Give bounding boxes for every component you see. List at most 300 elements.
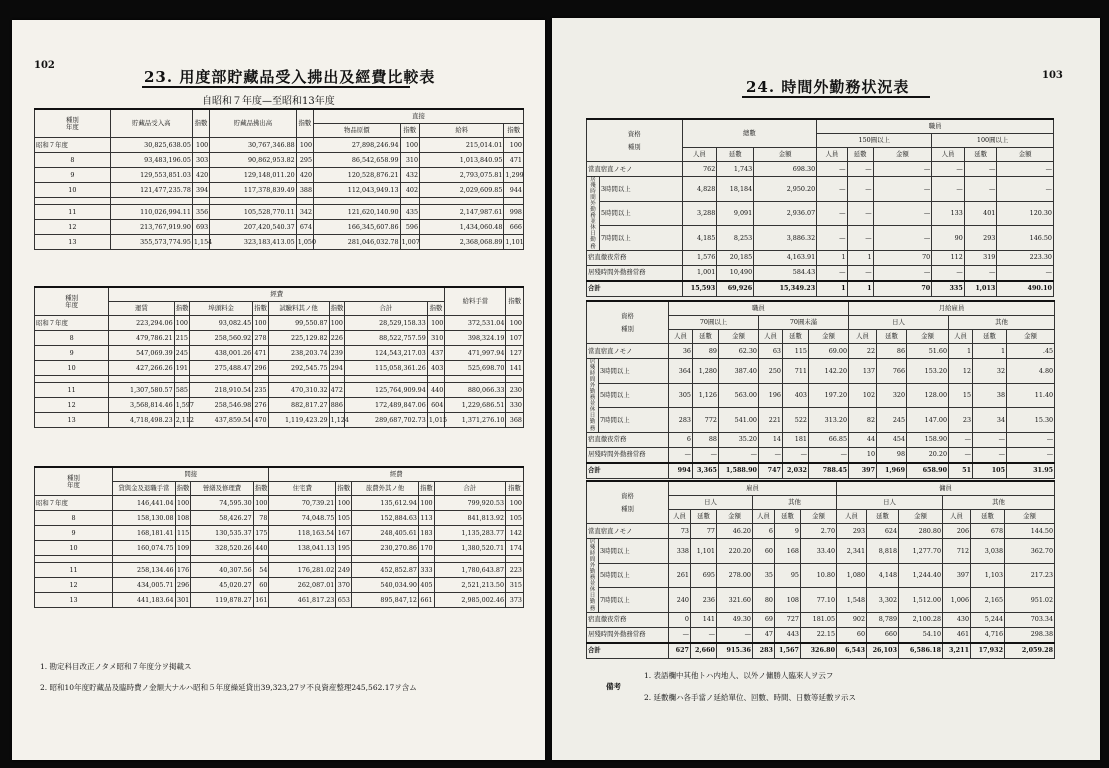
header-salary: 給料: [420, 124, 504, 138]
value-cell: 153.20: [907, 359, 949, 384]
value-cell: 146,441.04: [113, 496, 176, 511]
value-cell: 1,371,276.10: [445, 413, 506, 428]
value-cell: —: [873, 201, 932, 226]
remarks-label: 備考: [606, 682, 621, 691]
year-cell: 11: [35, 383, 109, 398]
year-cell: 9: [35, 168, 111, 183]
value-cell: 98: [877, 447, 907, 463]
value-cell: 15,349.23: [754, 281, 817, 297]
header-japanese: 日人: [849, 316, 949, 330]
value-cell: —: [809, 447, 849, 463]
header-freight: 運賃: [109, 302, 174, 316]
table-row: [35, 361, 524, 376]
value-cell: 115,058,361.26: [344, 361, 427, 376]
value-cell: —: [847, 162, 873, 177]
value-cell: 1,050: [296, 235, 313, 250]
header-index: 指數: [400, 124, 419, 138]
total-row: [587, 281, 1054, 297]
value-cell: 703.34: [1005, 612, 1055, 627]
row-label: 7時間以上: [600, 226, 683, 251]
table-23-part-2-body: [35, 316, 524, 428]
header-salary-allowance: 給料手當: [445, 287, 506, 316]
value-cell: 23: [949, 408, 973, 433]
value-cell: 158.90: [907, 432, 949, 447]
year-cell: 9: [35, 526, 113, 541]
value-cell: 135,612.94: [352, 496, 419, 511]
value-cell: 1: [847, 250, 873, 265]
value-cell: —: [1007, 447, 1055, 463]
value-cell: 4,718,498.23: [109, 413, 174, 428]
value-cell: 88: [693, 432, 719, 447]
table-24-part-1-body: [587, 162, 1054, 297]
header-wharf-fee: 埠頭料金: [189, 302, 252, 316]
value-cell: 278.00: [717, 563, 753, 588]
value-cell: 137: [849, 359, 877, 384]
value-cell: —: [873, 226, 932, 251]
value-cell: 438,001.26: [189, 346, 252, 361]
value-cell: 35: [753, 563, 775, 588]
value-cell: 236: [691, 588, 717, 613]
value-cell: 215,014.01: [420, 138, 504, 153]
value-cell: —: [817, 201, 847, 226]
value-cell: 364: [669, 359, 693, 384]
value-cell: 78: [253, 511, 269, 526]
header-70-yen-under: 70圓未滿: [759, 316, 849, 330]
value-cell: 310: [400, 153, 419, 168]
value-cell: 454: [877, 432, 907, 447]
spacer-cell: [418, 556, 434, 563]
value-cell: 310: [427, 331, 444, 346]
value-cell: 138,041.13: [269, 541, 336, 556]
value-cell: 342: [296, 205, 313, 220]
value-cell: 20.20: [907, 447, 949, 463]
value-cell: 66.85: [809, 432, 849, 447]
value-cell: 1,299: [504, 168, 524, 183]
value-cell: 261: [669, 563, 691, 588]
header-70-yen-over: 70圓以上: [669, 316, 759, 330]
table-23-subtitle: 自昭和７年度—至昭和13年度: [202, 96, 335, 107]
header-direct: 直接: [314, 109, 524, 124]
row-label: 7時間以上: [599, 588, 669, 613]
year-cell: 8: [35, 153, 111, 168]
table-row: [35, 593, 524, 608]
row-group-label: 居殘時間外勤務並休日勤務: [587, 359, 599, 433]
table-row: [587, 539, 1055, 564]
table-23-part-3-body: [35, 496, 524, 608]
value-cell: 206: [943, 524, 971, 539]
value-cell: 167: [336, 526, 352, 541]
header-sub: 人員: [943, 510, 971, 524]
value-cell: 69: [753, 612, 775, 627]
spacer-cell: [210, 198, 297, 205]
table-row: [587, 612, 1055, 627]
value-cell: 3,038: [971, 539, 1005, 564]
value-cell: 432: [400, 168, 419, 183]
header-index: 指數: [296, 109, 313, 138]
value-cell: 1,013: [964, 281, 997, 297]
value-cell: —: [719, 447, 759, 463]
year-cell: 11: [35, 563, 113, 578]
value-cell: 100: [253, 496, 269, 511]
value-cell: 394: [192, 183, 209, 198]
value-cell: 22: [849, 344, 877, 359]
spacer-cell: [336, 556, 352, 563]
value-cell: 405: [418, 578, 434, 593]
value-cell: 772: [693, 408, 719, 433]
value-cell: 280.80: [899, 524, 943, 539]
right-page: [552, 18, 1100, 760]
page-number-left: 102: [34, 60, 55, 71]
value-cell: 112: [932, 250, 965, 265]
header-other: 其他: [943, 496, 1055, 510]
value-cell: 372,531.04: [445, 316, 506, 331]
value-cell: 313.20: [809, 408, 849, 433]
value-cell: .45: [1007, 344, 1055, 359]
value-cell: 133: [932, 201, 965, 226]
value-cell: 6,543: [837, 643, 867, 659]
value-cell: 141: [506, 361, 524, 376]
table-row: [35, 511, 524, 526]
value-cell: 882,817.27: [268, 398, 329, 413]
value-cell: 283: [669, 408, 693, 433]
header-days: 延數: [964, 148, 997, 162]
header-sub: 延數: [775, 510, 801, 524]
value-cell: 176,281.02: [269, 563, 336, 578]
header-test-fee: 試驗料其ノ他: [268, 302, 329, 316]
note-1: 1. 表語欄中其他トハ内地人、以外ノ傭勝人臨來人ヲ云フ: [644, 671, 834, 680]
value-cell: 563.00: [719, 383, 759, 408]
value-cell: 130,535.37: [191, 526, 254, 541]
value-cell: 181: [783, 432, 809, 447]
value-cell: 293: [964, 226, 997, 251]
row-label: 居殘時間外勤務常務: [587, 265, 683, 281]
table-23-title: 23. 用度部貯藏品受入拂出及經費比較表: [144, 68, 436, 86]
value-cell: 108: [175, 511, 191, 526]
value-cell: —: [997, 162, 1054, 177]
table-23-part-1-body: [35, 138, 524, 250]
table-row: [587, 447, 1055, 463]
value-cell: 125,764,909.94: [344, 383, 427, 398]
value-cell: 220.20: [717, 539, 753, 564]
value-cell: 6: [753, 524, 775, 539]
value-cell: 168: [775, 539, 801, 564]
value-cell: 63: [759, 344, 783, 359]
header-total: 合計: [344, 302, 427, 316]
spacer-cell: [445, 376, 506, 383]
header-year-type: 種別 年度: [35, 287, 109, 316]
value-cell: 915.36: [717, 643, 753, 659]
value-cell: 70,739.21: [269, 496, 336, 511]
value-cell: 315: [506, 578, 524, 593]
value-cell: 74,048.75: [269, 511, 336, 526]
year-cell: 8: [35, 511, 113, 526]
header-expenses: 經費: [109, 287, 445, 302]
header-class-type: 資格 種別: [587, 301, 669, 344]
header-sub: 延數: [971, 510, 1005, 524]
value-cell: 108: [775, 588, 801, 613]
value-cell: 283: [753, 643, 775, 659]
spacer-cell: [253, 556, 269, 563]
value-cell: 2,660: [691, 643, 717, 659]
value-cell: —: [932, 265, 965, 281]
value-cell: 2,112: [174, 413, 189, 428]
header-people: 人員: [817, 148, 847, 162]
value-cell: 3,211: [943, 643, 971, 659]
value-cell: 142.20: [809, 359, 849, 384]
value-cell: 440: [253, 541, 269, 556]
table-row: [35, 316, 524, 331]
value-cell: 258,546.98: [189, 398, 252, 413]
row-label: 居殘時間外勤務常務: [587, 627, 669, 643]
value-cell: 281,046,032.78: [314, 235, 401, 250]
header-people: 人員: [932, 148, 965, 162]
value-cell: 3,886.32: [754, 226, 817, 251]
value-cell: 461: [943, 627, 971, 643]
value-cell: 225,129.82: [268, 331, 329, 346]
header-class-type: 資格 種別: [587, 481, 669, 524]
value-cell: 99,550.87: [268, 316, 329, 331]
value-cell: 5,244: [971, 612, 1005, 627]
spacer-cell: [352, 556, 419, 563]
value-cell: 100: [329, 316, 344, 331]
value-cell: 82: [849, 408, 877, 433]
header-stock-in: 貯藏品受入高: [110, 109, 192, 138]
value-cell: —: [693, 447, 719, 463]
value-cell: 880,066.33: [445, 383, 506, 398]
value-cell: 100: [253, 316, 268, 331]
value-cell: 434,005.71: [113, 578, 176, 593]
value-cell: 161: [253, 593, 269, 608]
value-cell: 172,489,847.06: [344, 398, 427, 413]
value-cell: 100: [192, 138, 209, 153]
value-cell: 338: [669, 539, 691, 564]
value-cell: 10.80: [801, 563, 837, 588]
value-cell: 258,134.46: [113, 563, 176, 578]
value-cell: 100: [174, 316, 189, 331]
header-amount: 金額: [873, 148, 932, 162]
year-cell: 12: [35, 220, 111, 235]
value-cell: 230: [506, 383, 524, 398]
year-cell: 9: [35, 346, 109, 361]
row-label: 當直宿直ノモノ: [587, 524, 669, 539]
value-cell: 452,852.87: [352, 563, 419, 578]
value-cell: 584.43: [754, 265, 817, 281]
value-cell: 60: [253, 578, 269, 593]
value-cell: 14: [759, 432, 783, 447]
value-cell: 105: [973, 463, 1007, 479]
value-cell: —: [997, 265, 1054, 281]
header-sub: 金額: [809, 330, 849, 344]
value-cell: 35.20: [719, 432, 759, 447]
value-cell: 1,080: [837, 563, 867, 588]
value-cell: 34: [973, 408, 1007, 433]
header-sub: 延數: [877, 330, 907, 344]
value-cell: 166,345,607.86: [314, 220, 401, 235]
header-sub: 延數: [867, 510, 899, 524]
value-cell: —: [669, 447, 693, 463]
spacer-cell: [109, 376, 174, 383]
value-cell: 305: [669, 383, 693, 408]
table-row: [587, 359, 1055, 384]
header-sub: 人員: [759, 330, 783, 344]
value-cell: —: [949, 432, 973, 447]
year-cell: 13: [35, 235, 111, 250]
value-cell: 45,020.27: [191, 578, 254, 593]
value-cell: 1,280: [693, 359, 719, 384]
spacer-cell: [35, 198, 111, 205]
value-cell: 70: [873, 281, 932, 297]
value-cell: 70: [873, 250, 932, 265]
year-cell: 昭和７年度: [35, 496, 113, 511]
spacer-cell: [314, 198, 401, 205]
year-cell: 11: [35, 205, 111, 220]
table-row: [587, 524, 1055, 539]
value-cell: 115: [175, 526, 191, 541]
table-23-part-1: [34, 108, 524, 250]
value-cell: 100: [175, 496, 191, 511]
value-cell: 8,789: [867, 612, 899, 627]
value-cell: 90: [932, 226, 965, 251]
table-23-part-3: [34, 466, 524, 608]
page-number-right: 103: [1042, 70, 1063, 81]
spacer-cell: [296, 198, 313, 205]
value-cell: 129,148,011.20: [210, 168, 297, 183]
value-cell: 541.00: [719, 408, 759, 433]
value-cell: 653: [336, 593, 352, 608]
header-sub: 金額: [719, 330, 759, 344]
value-cell: 994: [669, 463, 693, 479]
table-23-part-2: [34, 286, 524, 428]
row-label: 宿直徹夜常務: [587, 612, 669, 627]
value-cell: —: [669, 627, 691, 643]
value-cell: 727: [775, 612, 801, 627]
value-cell: 289,687,702.73: [344, 413, 427, 428]
value-cell: 951.02: [1005, 588, 1055, 613]
value-cell: 370: [336, 578, 352, 593]
value-cell: —: [817, 177, 847, 202]
table-row: [587, 226, 1054, 251]
value-cell: —: [717, 627, 753, 643]
value-cell: 1,119,423.29: [268, 413, 329, 428]
value-cell: 420: [296, 168, 313, 183]
value-cell: 301: [175, 593, 191, 608]
left-page: [12, 20, 545, 760]
header-japanese: 日人: [669, 496, 753, 510]
value-cell: 624: [867, 524, 899, 539]
table-row: [587, 177, 1054, 202]
header-sub: 金額: [899, 510, 943, 524]
value-cell: 525,698.70: [445, 361, 506, 376]
header-index: 指數: [427, 302, 444, 316]
value-cell: 944: [504, 183, 524, 198]
value-cell: 4.80: [1007, 359, 1055, 384]
header-sub: 金額: [717, 510, 753, 524]
header-monthly-hired: 月給雇員: [849, 301, 1055, 316]
header-days: 延數: [717, 148, 754, 162]
row-group-label: 居殘時間外勤務並休日勤務: [587, 177, 600, 251]
value-cell: 4,185: [682, 226, 717, 251]
header-people: 人員: [682, 148, 717, 162]
value-cell: 117,378,839.49: [210, 183, 297, 198]
value-cell: 77.10: [801, 588, 837, 613]
value-cell: 3,302: [867, 588, 899, 613]
table-row: [587, 408, 1055, 433]
value-cell: —: [847, 265, 873, 281]
value-cell: —: [691, 627, 717, 643]
value-cell: 230,270.86: [352, 541, 419, 556]
value-cell: 470: [253, 413, 268, 428]
value-cell: 326.80: [801, 643, 837, 659]
header-goods-cost: 物品原價: [314, 124, 401, 138]
table-row: [35, 220, 524, 235]
value-cell: 107: [506, 331, 524, 346]
value-cell: 2,521,213.50: [434, 578, 505, 593]
value-cell: 698.30: [754, 162, 817, 177]
total-row: [587, 463, 1055, 479]
value-cell: 89: [693, 344, 719, 359]
value-cell: 2,147,987.61: [420, 205, 504, 220]
value-cell: 1,588.90: [719, 463, 759, 479]
value-cell: 276: [253, 398, 268, 413]
value-cell: 11.40: [1007, 383, 1055, 408]
value-cell: 32: [973, 359, 1007, 384]
table-row: [35, 168, 524, 183]
value-cell: 22.15: [801, 627, 837, 643]
header-other: 其他: [949, 316, 1055, 330]
value-cell: —: [964, 162, 997, 177]
value-cell: 841,813.92: [434, 511, 505, 526]
value-cell: 38: [973, 383, 1007, 408]
table-row: [35, 398, 524, 413]
header-employee: 傭員: [837, 481, 1055, 496]
value-cell: 402: [400, 183, 419, 198]
value-cell: 2,341: [837, 539, 867, 564]
row-label: 5時間以上: [599, 563, 669, 588]
value-cell: 355,573,774.95: [110, 235, 192, 250]
value-cell: 100: [504, 138, 524, 153]
spacer-cell: [420, 198, 504, 205]
value-cell: 54: [253, 563, 269, 578]
value-cell: 100: [400, 138, 419, 153]
value-cell: 191: [174, 361, 189, 376]
value-cell: 218,910.54: [189, 383, 252, 398]
spacer-cell: [253, 376, 268, 383]
value-cell: 1,780,643.87: [434, 563, 505, 578]
value-cell: 1,101: [691, 539, 717, 564]
value-cell: 100: [427, 316, 444, 331]
value-cell: 112,043,949.13: [314, 183, 401, 198]
value-cell: 120,528,876.21: [314, 168, 401, 183]
header-sub: 人員: [849, 330, 877, 344]
table-row: [587, 432, 1055, 447]
value-cell: 661: [418, 593, 434, 608]
value-cell: 181.05: [801, 612, 837, 627]
header-housing: 住宅費: [269, 482, 336, 496]
value-cell: 197.20: [809, 383, 849, 408]
value-cell: 547,069.39: [109, 346, 174, 361]
value-cell: —: [817, 265, 847, 281]
value-cell: 323,183,413.05: [210, 235, 297, 250]
value-cell: 9,091: [717, 201, 754, 226]
value-cell: 1: [847, 281, 873, 297]
value-cell: 674: [296, 220, 313, 235]
value-cell: 248,405.61: [352, 526, 419, 541]
table-row: [587, 201, 1054, 226]
value-cell: 660: [867, 627, 899, 643]
value-cell: 15: [949, 383, 973, 408]
header-stock-out: 貯藏品拂出高: [210, 109, 297, 138]
total-row: [587, 643, 1055, 659]
